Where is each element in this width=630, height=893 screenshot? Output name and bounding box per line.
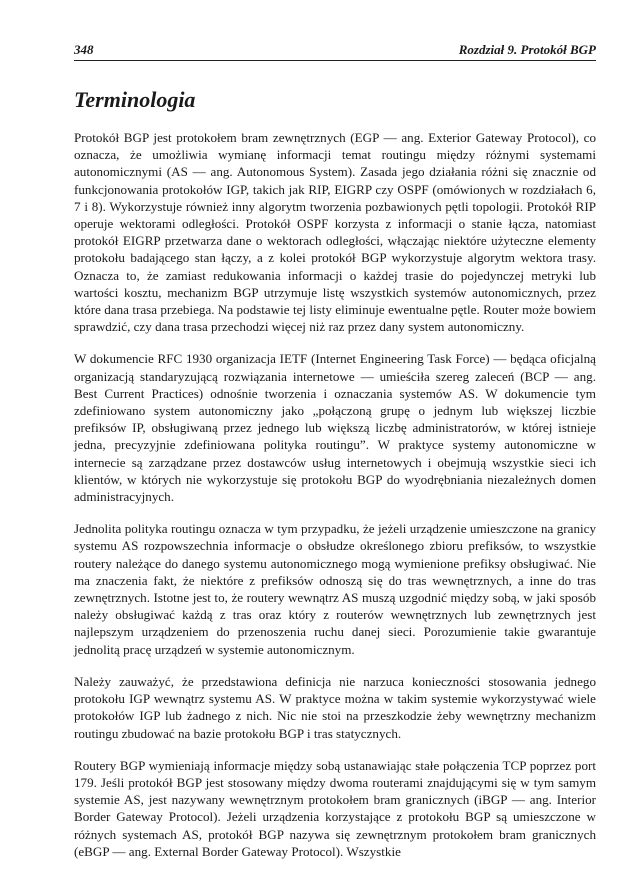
- paragraph-1: Protokół BGP jest protokołem bram zewnętrznych (EGP — ang. Exterior Gateway Protocol), co oznacza, że umożliwia wymianę informacji temat routingu między różnymi systemami autonomicznymi (AS — ang. Autonomous System). Zasada jego działania różni się znacznie od funkcjonowania protokołów IGP, takich jak RIP, EIGRP czy OSPF (omówionych w rozdziałach 6, 7 i 8). Wykorzystuje również inny algorytm tworzenia pozbawionych pętli topologii. Protokół RIP operuje wektorami odległości. Protokół OSPF korzysta z informacji o stanie łącza, natomiast protokół EIGRP przetwarza dane o wektorach odległości, włączając niektóre użyteczne elementy protokołu badającego stan łączy, a z kolei protokół BGP wykorzystuje algorytm wektora trasy. Oznacza to, że zamiast redukowania informacji o każdej trasie do pojedynczej metryki lub wartości kosztu, mechanizm BGP utrzymuje listę wszystkich systemów autonomicznych, przez które dana trasa przebiega. Na podstawie tej listy eliminuje ewentualne pętle. Router może bowiem sprawdzić, czy dana trasa przechodzi więcej niż raz przez dany system autonomiczny.: [74, 130, 596, 335]
- paragraph-4: Należy zauważyć, że przedstawiona definicja nie narzuca konieczności stosowania jednego protokołu IGP wewnątrz systemu AS. W praktyce można w takim systemie wykorzystywać wiele protokołów IGP lub żadnego z nich. Nic nie stoi na przeszkodzie żeby wewnętrzny mechanizm routingu zbudować na bazie protokołu BGP i tras statycznych.: [74, 673, 596, 741]
- running-head: [74, 42, 596, 61]
- paragraph-3: Jednolita polityka routingu oznacza w tym przypadku, że jeżeli urządzenie umieszczone na granicy systemu AS rozpowszechnia informacje o obsłudze określonego zbioru prefiksów, to wszystkie routery należące do danego systemu autonomicznego mogą wymienione prefiksy obsługiwać. Nie ma znaczenia fakt, że niektóre z prefiksów odnoszą się do tras wewnętrznych, a inne do tras zewnętrznych. Istotne jest to, że routery wewnątrz AS muszą uzgodnić między sobą, w jaki sposób należy obsługiwać każdą z tras oraz który z routerów wewnętrznych lub zewnętrznych jest najlepszym urządzeniem do przenoszenia ruchu danej sieci. Porozumienie takie gwarantuje jednolitą pracę urządzeń w systemie autonomicznym.: [74, 521, 596, 657]
- paragraph-5: Routery BGP wymieniają informacje między sobą ustanawiając stałe połączenia TCP poprzez port 179. Jeśli protokół BGP jest stosowany między dwoma routerami znajdującymi się w tym samym systemie AS, jest nazywany wewnętrznym protokołem bram granicznych (iBGP — ang. Interior Border Gateway Protocol). Jeżeli urządzenia korzystające z protokołu BGP są umieszczone w różnych systemach AS, protokół BGP nazywa się zewnętrznym protokołem bram granicznych (eBGP — ang. External Border Gateway Protocol). Wszystkie: [74, 757, 596, 859]
- page-number: 348: [74, 42, 94, 57]
- section-title: Terminologia: [74, 87, 196, 112]
- paragraph-2: W dokumencie RFC 1930 organizacja IETF (Internet Engineering Task Force) — będąca oficjalną organizacją standaryzującą rozwiązania internetowe — umieściła szereg zaleceń (BCP — ang. Best Current Practices) odnośnie tworzenia i oznaczania systemów AS. W dokumencie tym zdefiniowano system autonomiczny jako „połączoną grupę o jednym lub większej liczbie prefiksów IP, obsługiwaną przez jednego lub większą liczbę administratorów, w której istnieje jedna, precyzyjnie zdefiniowana polityka routingu”. W praktyce systemy autonomiczne w internecie są zarządzane przez dostawców usług internetowych i obejmują wszystkie sieci ich klientów, w których nie wykorzystuje się protokołu BGP do wyodrębniania niezależnych domen administracyjnych.: [74, 351, 596, 505]
- chapter-title: Rozdział 9. Protokół BGP: [458, 42, 596, 57]
